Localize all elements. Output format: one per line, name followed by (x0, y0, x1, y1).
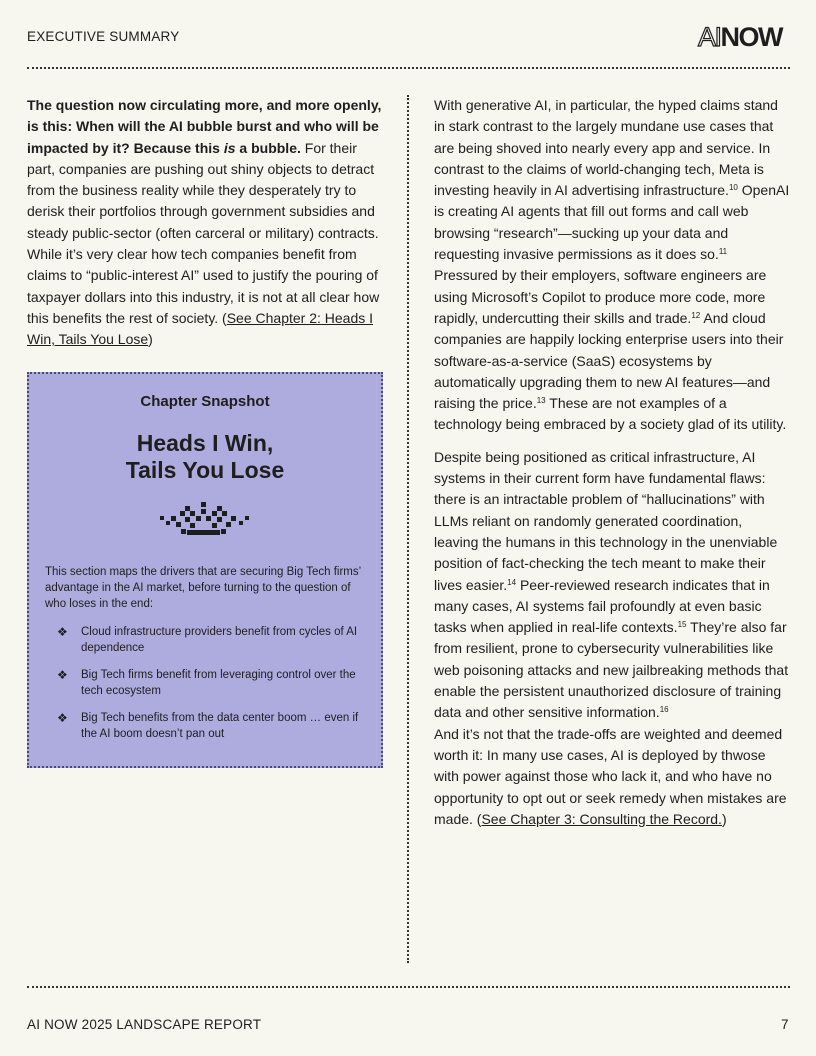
lead-bold: The question now circulating more, and more openly, is this: When will the AI bubble burst and who will be impacted by it? Because this is a bubble. (27, 97, 382, 156)
intro-paragraph: The question now circulating more, and more openly, is this: When will the AI bubble burst and who will be impacted by it? Because this is a bubble. For their part, companies are pushing out shiny objects to detract from the business reality while they desperately try to derisk their portfolios through government subsidies and steady public-sector (often carceral or military) contracts. While it’s very clear how tech companies benefit from claims to “public-interest AI” used to justify the pouring of taxpayer dollars into this industry, it is not at all clear how this benefits the rest of society. (See Chapter 2: Heads I Win, Tails You Lose) (27, 97, 382, 348)
logo-ai: AI (698, 22, 721, 52)
footnote-ref[interactable]: 13 (536, 396, 546, 406)
chapter-2-link[interactable]: See Chapter 2: Heads I Win, Tails You Lose (27, 309, 374, 348)
chapter-snapshot-box (27, 372, 383, 768)
page-number: 7 (781, 1017, 789, 1032)
diamond-bullet-icon: ❖ (57, 667, 68, 682)
running-header: EXECUTIVE SUMMARY (27, 29, 180, 44)
left-column (27, 95, 383, 351)
body-paragraph: And it’s not that the trade-offs are weighted and deemed worth it: In many use cases, AI is deployed by thwose with power against those who lack it, and who have no opportunity to opt out or seek remedy when mistakes are made. (See Chapter 3: Consulting the Record.) (434, 725, 787, 827)
header-divider (27, 67, 790, 69)
diamond-bullet-icon: ❖ (57, 625, 68, 639)
report-title: AI NOW 2025 LANDSCAPE REPORT (27, 1017, 262, 1032)
footnote-ref[interactable]: 11 (718, 247, 728, 257)
diamond-bullet-icon: ❖ (57, 710, 68, 725)
column-divider (407, 95, 409, 963)
snapshot-list-item: ❖ Big Tech benefits from the data center boom … even if the AI boom doesn’t pan out (57, 710, 359, 741)
snapshot-list (45, 624, 365, 753)
logo-now: NOW (720, 22, 782, 52)
footer-divider (27, 986, 790, 988)
snapshot-title: Heads I Win, Tails You Lose (125, 430, 285, 483)
snapshot-intro: This section maps the drivers that are securing Big Tech firms’ advantage in the AI market, before turning to the question of who loses in the end: (45, 566, 361, 611)
footnote-ref[interactable]: 15 (677, 620, 687, 630)
snapshot-list-item: ❖ Cloud infrastructure providers benefit from cycles of AI dependence (57, 625, 358, 655)
chapter-3-link[interactable]: See Chapter 3: Consulting the Record. (481, 810, 722, 827)
body-paragraph: Despite being positioned as critical infrastructure, AI systems in their current form have fundamental flaws: there is an intractable problem of “hallucinations” with LLMs reliant on randomly generated coordination, leaving the humans in this technology in the unenviable position of fact-checking the tech meant to make their lives easier.$^{14}$ Peer-reviewed research indicates that in many cases, AI systems fail profoundly at even basic tasks when applied in real-life contexts.$^{15}$ They’re also far from resilient, prone to cybersecurity vulnerabilities like web poisoning attacks and new jailbreaking methods that enable the persistent unauthorized disclosure of training data and other sensitive information.$^{16}$ (434, 448, 789, 721)
pixel-crown-icon (155, 502, 255, 547)
snapshot-list-item: ❖ Big Tech firms benefit from leveraging control over the tech ecosystem (57, 667, 356, 698)
ai-now-logo (698, 22, 782, 53)
footnote-ref[interactable]: 16 (659, 705, 669, 715)
footnote-ref[interactable]: 10 (728, 183, 738, 193)
footnote-ref[interactable]: 12 (691, 310, 701, 320)
footnote-ref[interactable]: 14 (507, 577, 517, 587)
right-column (434, 95, 790, 830)
snapshot-label: Chapter Snapshot (140, 393, 270, 410)
body-paragraph: With generative AI, in particular, the hyped claims stand in stark contrast to the largely mundane use cases that are being shoved into nearly every app and service. In contrast to the claims of world-changing tech, Meta is investing heavily in AI advertising infrastructure.$^{10}$ OpenAI is creating AI agents that fill out forms and call web browsing “research”—sucking up your data and requesting invasive permissions as it does so.$^{11}$ Pressured by their employers, software engineers are using Microsoft’s Copilot to produce more code, more rapidly, undercutting their skills and trade.$^{12}$ And cloud companies are happily locking enterprise users into their software-as-a-service (SaaS) ecosystems by automatically upgrading them to new AI features—and raising the price.$^{13}$ These are not examples of a technology being embraced by a society glad of its utility. (434, 97, 790, 433)
